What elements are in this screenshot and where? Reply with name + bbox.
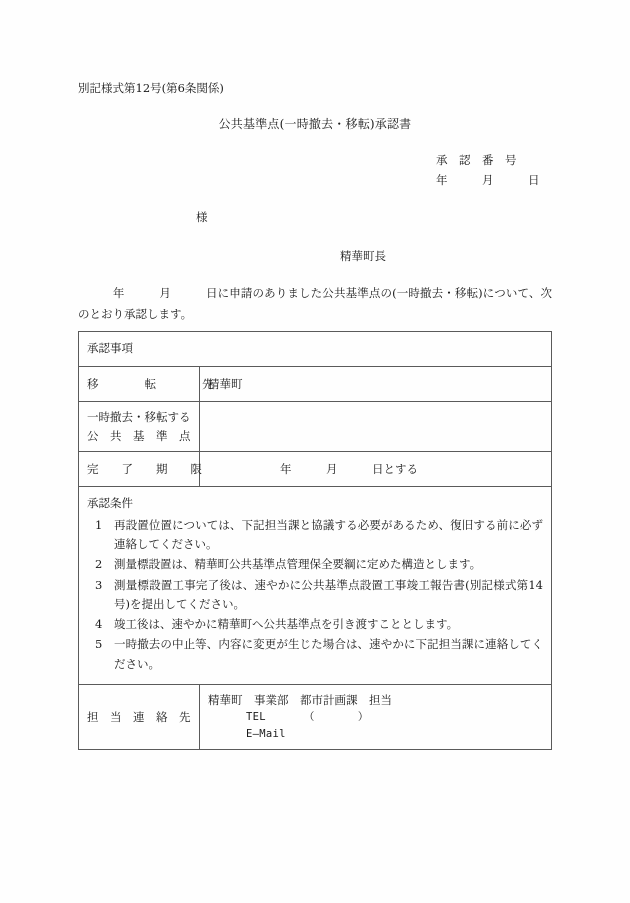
deadline-label: 完 了 期 限	[79, 452, 200, 487]
body-paragraph: 年 月 日に申請のありました公共基準点の(一時撤去・移転)について、次のとおり承認します。	[78, 286, 552, 322]
conditions-list	[87, 516, 543, 675]
condition-text: 一時撤去の中止等、内容に変更が生じた場合は、速やかに下記担当課に連絡してください。	[114, 637, 543, 671]
condition-item	[87, 576, 543, 615]
destination-value[interactable]: 精華町	[200, 367, 552, 402]
condition-number: 1	[95, 517, 103, 532]
table-row-control-point	[79, 402, 552, 452]
addressee-honorific: 様	[196, 210, 208, 224]
approval-details-table	[78, 331, 552, 750]
deadline-value: 年 月 日とする	[280, 461, 418, 476]
condition-item	[87, 615, 543, 634]
condition-text: 測量標設置は、精華町公共基準点管理保全要綱に定めた構造とします。	[114, 557, 482, 572]
section-title-cell: 承認事項	[79, 332, 552, 367]
destination-label: 移 転 先	[79, 367, 200, 402]
document-title: 公共基準点(一時撤去・移転)承認書	[218, 117, 412, 131]
conditions-title: 承認条件	[87, 496, 133, 511]
approval-number-label: 承 認 番 号	[436, 153, 517, 167]
condition-item	[87, 555, 543, 574]
condition-number: 5	[95, 637, 103, 652]
control-point-value[interactable]	[200, 402, 552, 452]
table-row-section-title	[79, 332, 552, 367]
condition-number: 2	[95, 557, 103, 572]
control-point-label-line2: 公 共 基 準 点	[87, 428, 191, 443]
deadline-value-cell[interactable]	[200, 452, 552, 487]
condition-number: 4	[95, 617, 103, 632]
issuer-name: 精華町長	[340, 249, 386, 263]
table-row-destination	[79, 367, 552, 402]
form-number: 別記様式第12号(第6条関係)	[78, 81, 224, 95]
contact-organization: 精華町 事業部 都市計画課 担当	[208, 693, 392, 708]
table-row-contact	[79, 685, 552, 750]
contact-label: 担 当 連 絡 先	[79, 685, 200, 750]
conditions-cell	[79, 487, 552, 685]
condition-text: 測量標設置工事完了後は、速やかに公共基準点設置工事竣工報告書(別記様式第14号)を提出してください。	[114, 577, 543, 611]
condition-number: 3	[95, 577, 103, 592]
condition-item	[87, 516, 543, 555]
condition-item	[87, 635, 543, 674]
condition-text: 再設置位置については、下記担当課と協議する必要があるため、復旧する前に必ず連絡してください。	[114, 517, 543, 551]
condition-text: 竣工後は、速やかに精華町へ公共基準点を引き渡すこととします。	[114, 617, 459, 632]
contact-details	[200, 685, 552, 750]
control-point-label-line1: 一時撤去・移転する	[87, 410, 191, 425]
control-point-label	[79, 402, 200, 452]
table-row-conditions	[79, 487, 552, 685]
contact-tel[interactable]: TEL （ ）	[246, 711, 369, 724]
table-row-deadline	[79, 452, 552, 487]
approval-date-label: 年 月 日	[436, 173, 540, 187]
contact-email[interactable]: E—Mail	[246, 728, 286, 741]
